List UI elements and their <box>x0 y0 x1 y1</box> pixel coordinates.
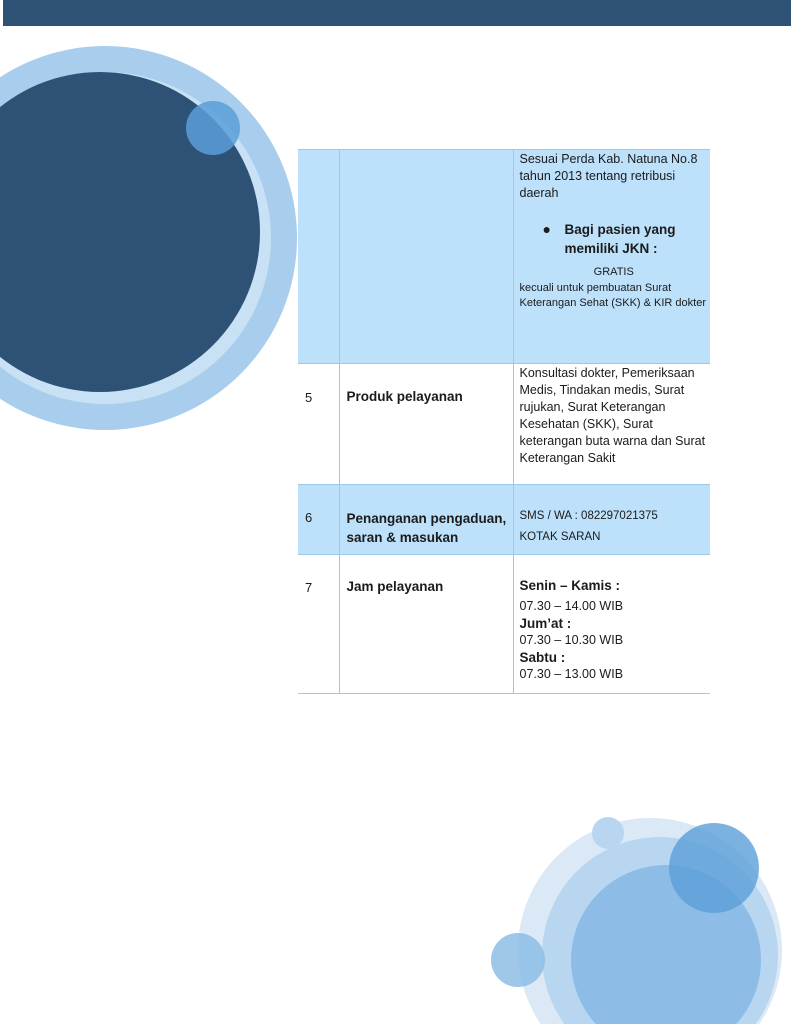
decor-circle-small-top <box>186 101 240 155</box>
jkn-status: GRATIS <box>593 266 634 278</box>
decor-circle-faint-bottom <box>518 818 782 1024</box>
header-bar <box>3 0 791 26</box>
table-row <box>298 555 710 694</box>
row-label: Jam pelayanan <box>339 555 513 694</box>
row-label: Penanganan pengaduan, saran & masukan <box>339 485 513 555</box>
jkn-bullet-text: Bagi pasien yang memiliki JKN : <box>564 222 676 256</box>
jkn-bullet <box>520 220 709 258</box>
bullet-icon: ● <box>542 221 551 237</box>
row-number: 7 <box>298 555 339 694</box>
jkn-note: kecuali untuk pembuatan Surat Keterangan Sehat (SKK) & KIR dokter <box>519 282 706 309</box>
row-number <box>298 150 339 364</box>
row-value-cell <box>513 485 710 555</box>
decor-circle-left-bottom <box>491 933 545 987</box>
schedule-hours: 07.30 – 10.30 WIB <box>519 633 624 647</box>
schedule-cell <box>513 555 710 694</box>
schedule-day: Jum’at : <box>519 616 572 631</box>
row-label: Produk pelayanan <box>339 364 513 485</box>
row-label <box>339 150 513 364</box>
decor-circle-outer-left <box>0 46 297 430</box>
table-row <box>298 485 710 555</box>
schedule-hours: 07.30 – 14.00 WIB <box>519 599 624 613</box>
decor-circle-mid-bottom <box>669 823 759 913</box>
decor-circle-tiny-bottom <box>592 817 624 849</box>
row-number: 5 <box>298 364 339 485</box>
schedule-day: Sabtu : <box>519 650 566 665</box>
products-text: Konsultasi dokter, Pemeriksaan Medis, Tindakan medis, Surat rujukan, Surat Keterangan Kesehatan (SKK), Surat keterangan buta warna dan Surat Keterangan Sakit <box>513 364 710 485</box>
tariff-regulation-text: Sesuai Perda Kab. Natuna No.8 tahun 2013 tentang retribusi daerah <box>519 152 698 200</box>
table-row <box>298 364 710 485</box>
table-row <box>298 150 710 364</box>
contact-number: SMS / WA : 082297021375 <box>519 510 658 522</box>
row-value-cell <box>513 150 710 364</box>
decor-circle-ring-bottom <box>542 837 778 1024</box>
service-table <box>298 149 710 694</box>
schedule-hours: 07.30 – 13.00 WIB <box>519 667 624 681</box>
suggestion-box: KOTAK SARAN <box>519 531 601 543</box>
decor-circle-main-bottom <box>571 865 761 1024</box>
decor-circle-ring-left <box>0 72 271 404</box>
row-number: 6 <box>298 485 339 555</box>
schedule-day: Senin – Kamis : <box>519 578 621 593</box>
decor-circle-dark-left <box>0 72 260 392</box>
